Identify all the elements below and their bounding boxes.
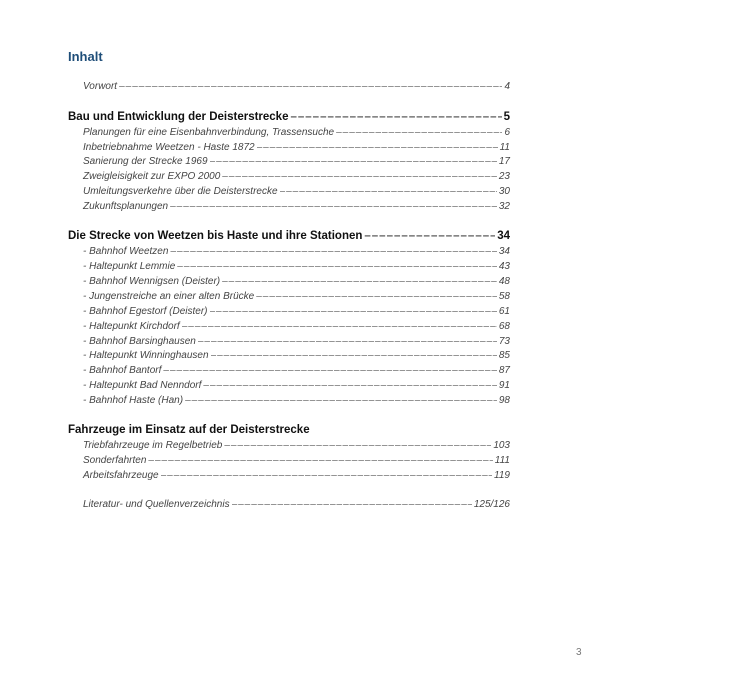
toc-entry-page: 58: [498, 291, 510, 302]
toc-entry[interactable]: [83, 321, 510, 332]
toc-entry[interactable]: [83, 156, 510, 167]
toc-entry[interactable]: [83, 171, 510, 182]
toc-section-heading[interactable]: [68, 111, 510, 123]
dotted-leader: [210, 156, 497, 167]
dotted-leader: [222, 171, 497, 182]
toc-entry-page: 119: [494, 470, 510, 481]
dotted-leader: [170, 246, 496, 257]
dotted-leader: [210, 306, 497, 317]
toc-entry[interactable]: [83, 470, 510, 481]
toc-entry-page: 68: [498, 321, 510, 332]
page-title: Inhalt: [68, 49, 103, 64]
toc-entry-page: 4: [504, 81, 510, 92]
toc-entry[interactable]: [83, 291, 510, 302]
toc-entry-page: 48: [498, 276, 510, 287]
toc-entry-label: Umleitungsverkehre über die Deisterstrecke: [83, 186, 278, 197]
toc-entry-label: - Bahnhof Haste (Han): [83, 395, 184, 406]
toc-entry-label: Sanierung der Strecke 1969: [83, 156, 208, 167]
dotted-leader: [257, 142, 498, 153]
toc-entry[interactable]: [83, 127, 510, 138]
toc-entry-page: 91: [498, 380, 510, 391]
dotted-leader: [170, 201, 497, 212]
dotted-leader: [222, 276, 497, 287]
toc-entry-label: Triebfahrzeuge im Regelbetrieb: [83, 440, 223, 451]
toc-heading-label: Bau und Entwicklung der Deisterstrecke: [68, 111, 289, 123]
toc-entry-label: - Bahnhof Bantorf: [83, 365, 162, 376]
toc-section-heading[interactable]: [68, 424, 310, 436]
toc-entry-page: 30: [498, 186, 510, 197]
toc-entry[interactable]: [83, 440, 510, 451]
dotted-leader: [177, 261, 497, 272]
toc-entry-page: 85: [498, 350, 510, 361]
dotted-leader: [185, 395, 497, 406]
toc-heading-page: 5: [503, 111, 510, 123]
dotted-leader: [224, 440, 491, 451]
dotted-leader: [290, 111, 501, 123]
toc-entry-page: 11: [499, 142, 510, 153]
toc-section-heading[interactable]: [68, 230, 510, 242]
toc-entry[interactable]: [83, 142, 510, 153]
toc-heading-label: Die Strecke von Weetzen bis Haste und ihre Stationen: [68, 230, 363, 242]
toc-entry-page: 32: [498, 201, 510, 212]
toc-entry-page: 125/126: [473, 499, 510, 510]
toc-entry-label: Vorwort: [83, 81, 118, 92]
dotted-leader: [198, 336, 497, 347]
toc-entry-label: Zweigleisigkeit zur EXPO 2000: [83, 171, 221, 182]
toc-heading-label: Fahrzeuge im Einsatz auf der Deisterstrecke: [68, 424, 310, 436]
dotted-leader: [364, 230, 495, 242]
dotted-leader: [161, 470, 492, 481]
toc-entry[interactable]: [83, 246, 510, 257]
toc-entry[interactable]: [83, 306, 510, 317]
dotted-leader: [232, 499, 472, 510]
toc-entry[interactable]: [83, 261, 510, 272]
toc-entry-label: - Bahnhof Weetzen: [83, 246, 169, 257]
toc-entry-label: - Haltepunkt Winninghausen: [83, 350, 209, 361]
toc-entry-page: 98: [498, 395, 510, 406]
toc-entry-page: 6: [504, 127, 510, 138]
toc-entry-label: Literatur- und Quellenverzeichnis: [83, 499, 230, 510]
toc-entry-label: - Haltepunkt Lemmie: [83, 261, 176, 272]
toc-entry-page: 43: [498, 261, 510, 272]
toc-entry[interactable]: [83, 276, 510, 287]
toc-entry-page: 73: [498, 336, 510, 347]
toc-entry-label: Planungen für eine Eisenbahnverbindung, Trassensuche: [83, 127, 335, 138]
toc-entry[interactable]: [83, 336, 510, 347]
toc-entry-label: Sonderfahrten: [83, 455, 147, 466]
toc-entry-label: - Bahnhof Barsinghausen: [83, 336, 196, 347]
toc-entry-preface[interactable]: [83, 81, 510, 92]
toc-entry-page: 23: [498, 171, 510, 182]
toc-entry[interactable]: [83, 455, 510, 466]
toc-entry-label: - Haltepunkt Kirchdorf: [83, 321, 180, 332]
toc-entry-page: 17: [498, 156, 510, 167]
toc-entry-bibliography[interactable]: [83, 499, 510, 510]
toc-entry-label: - Bahnhof Egestorf (Deister): [83, 306, 208, 317]
dotted-leader: [211, 350, 497, 361]
toc-entry[interactable]: [83, 380, 510, 391]
toc-entry-label: - Bahnhof Wennigsen (Deister): [83, 276, 221, 287]
toc-entry-page: 34: [498, 246, 510, 257]
toc-entry[interactable]: [83, 365, 510, 376]
toc-entry-page: 111: [494, 455, 510, 466]
dotted-leader: [163, 365, 496, 376]
toc-entry-label: Arbeitsfahrzeuge: [83, 470, 159, 481]
toc-entry-label: - Haltepunkt Bad Nenndorf: [83, 380, 202, 391]
toc-entry-label: Inbetriebnahme Weetzen - Haste 1872: [83, 142, 255, 153]
toc-entry-page: 103: [493, 440, 510, 451]
dotted-leader: [148, 455, 492, 466]
dotted-leader: [203, 380, 496, 391]
toc-entry[interactable]: [83, 201, 510, 212]
toc-entry[interactable]: [83, 395, 510, 406]
dotted-leader: [280, 186, 497, 197]
dotted-leader: [119, 81, 502, 92]
toc-heading-page: 34: [497, 230, 510, 242]
toc-entry[interactable]: [83, 186, 510, 197]
toc-entry-page: 87: [498, 365, 510, 376]
dotted-leader: [256, 291, 497, 302]
dotted-leader: [336, 127, 502, 138]
toc-entry-page: 61: [498, 306, 510, 317]
page-number: 3: [576, 647, 582, 658]
dotted-leader: [182, 321, 497, 332]
toc-entry-label: - Jungenstreiche an einer alten Brücke: [83, 291, 255, 302]
toc-entry-label: Zukunftsplanungen: [83, 201, 169, 212]
toc-entry[interactable]: [83, 350, 510, 361]
